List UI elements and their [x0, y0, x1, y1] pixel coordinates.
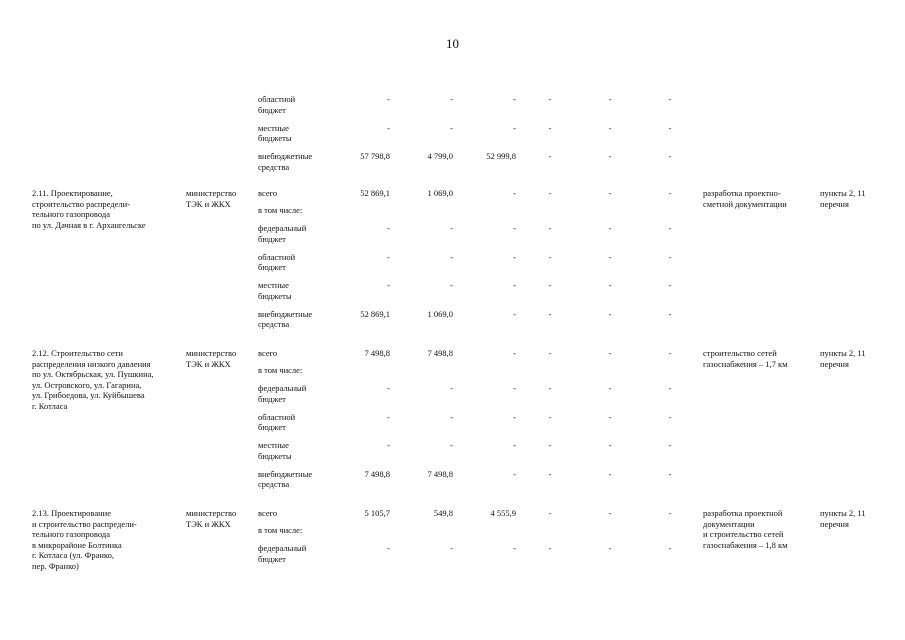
item-executor: министерство ТЭК и ЖКХ — [186, 508, 237, 529]
row-value: - — [513, 348, 516, 358]
row-label: областной бюджет — [258, 411, 296, 432]
row-value: - — [608, 122, 612, 133]
row-value: - — [450, 543, 453, 553]
row-value: - — [513, 251, 516, 262]
row-value: - — [668, 543, 672, 553]
row-value: - — [668, 188, 672, 198]
row-value: - — [513, 543, 516, 553]
row-value: 7 498,8 — [427, 468, 453, 479]
row-value: - — [608, 280, 612, 290]
row-label: федеральный бюджет — [258, 543, 307, 564]
row-value: 7 498,8 — [364, 468, 390, 479]
row-value: - — [608, 308, 612, 319]
row-value: 52 869,1 — [360, 308, 390, 319]
row-value: - — [548, 251, 552, 262]
row-value: - — [668, 440, 672, 450]
row-value: - — [450, 411, 453, 422]
row-value: - — [548, 383, 552, 393]
row-value: 57 798,8 — [360, 151, 390, 161]
row-label: областной бюджет — [258, 94, 296, 115]
row-value: - — [668, 151, 672, 161]
row-value: 7 498,8 — [364, 348, 390, 358]
row-value: - — [668, 468, 672, 479]
row-value: - — [450, 122, 453, 133]
row-label: в том числе: — [258, 364, 303, 375]
item-name: 2.13. Проектирование и строительство распредели- тельного газопровода в микрорайоне Болтинка г. Котласа (ул. Франко, пер. Франко) — [32, 508, 137, 571]
row-value: 1 069,0 — [427, 308, 453, 319]
row-label: всего — [258, 188, 278, 198]
row-value: - — [513, 383, 516, 393]
row-label: федеральный бюджет — [258, 383, 307, 404]
row-value: - — [513, 411, 516, 422]
row-value: - — [387, 122, 390, 133]
item-executor: министерство ТЭК и ЖКХ — [186, 188, 237, 209]
row-value: - — [668, 348, 672, 358]
row-value: 7 498,8 — [427, 348, 453, 358]
row-value: - — [608, 543, 612, 553]
item-basis: пункты 2, 11 перечня — [820, 188, 866, 209]
row-value: - — [548, 440, 552, 450]
row-value: - — [668, 411, 672, 422]
row-value: - — [668, 308, 672, 319]
row-value: - — [668, 122, 672, 133]
row-value: - — [548, 308, 552, 319]
row-label: внебюджетные средства — [258, 468, 313, 489]
row-value: - — [513, 94, 516, 104]
row-label: в том числе: — [258, 524, 303, 535]
row-value: - — [513, 468, 516, 479]
row-value: - — [513, 122, 516, 133]
row-value: - — [513, 188, 516, 198]
row-value: - — [668, 223, 672, 233]
row-value: - — [387, 280, 390, 290]
row-value: - — [548, 411, 552, 422]
row-value: - — [548, 280, 552, 290]
row-value: - — [387, 440, 390, 450]
row-value: - — [608, 151, 612, 161]
row-value: - — [668, 383, 672, 393]
row-label: федеральный бюджет — [258, 223, 307, 244]
row-value: - — [513, 440, 516, 450]
row-label: всего — [258, 508, 278, 518]
row-value: - — [668, 508, 672, 518]
row-value: - — [608, 383, 612, 393]
row-label: внебюджетные средства — [258, 151, 313, 172]
row-label: местные бюджеты — [258, 280, 292, 301]
row-value: - — [608, 251, 612, 262]
row-value: - — [548, 508, 552, 518]
row-value: - — [548, 151, 552, 161]
row-value: - — [608, 94, 612, 104]
item-result: строительство сетей газоснабжения – 1,7 км — [703, 348, 788, 369]
row-value: - — [608, 508, 612, 518]
row-value: 52 869,1 — [360, 188, 390, 198]
row-value: - — [450, 383, 453, 393]
row-value: - — [450, 94, 453, 104]
row-value: - — [668, 280, 672, 290]
row-value: - — [548, 543, 552, 553]
row-value: - — [387, 543, 390, 553]
row-value: - — [513, 223, 516, 233]
row-value: - — [608, 188, 612, 198]
page-number: 10 — [446, 36, 459, 51]
row-value: - — [387, 94, 390, 104]
row-value: - — [548, 348, 552, 358]
row-value: - — [608, 440, 612, 450]
item-result: разработка проектно- сметной документации — [703, 188, 787, 209]
row-value: - — [668, 251, 672, 262]
item-basis: пункты 2, 11 перечня — [820, 508, 866, 529]
row-label: областной бюджет — [258, 251, 296, 272]
row-value: - — [548, 122, 552, 133]
item-name: 2.12. Строительство сети распределения низкого давления по ул. Октябрьская, ул. Пушкина, ул. Островского, ул. Гагарина, ул. Грибоедова, ул. Куйбышева г. Котласа — [32, 348, 154, 411]
row-value: - — [548, 223, 552, 233]
row-value: - — [608, 468, 612, 479]
row-value: - — [548, 94, 552, 104]
row-value: - — [548, 188, 552, 198]
item-basis: пункты 2, 11 перечня — [820, 348, 866, 369]
row-label: местные бюджеты — [258, 122, 292, 143]
row-value: - — [387, 251, 390, 262]
row-value: - — [608, 223, 612, 233]
row-value: - — [450, 280, 453, 290]
row-value: 5 105,7 — [364, 508, 390, 518]
row-value: 4 799,0 — [427, 151, 453, 161]
item-name: 2.11. Проектирование, строительство распредели- тельного газопровода по ул. Дачная в г. Архангельске — [32, 188, 146, 230]
row-value: - — [450, 440, 453, 450]
row-value: - — [450, 223, 453, 233]
row-value: - — [387, 411, 390, 422]
row-value: - — [387, 223, 390, 233]
item-executor: министерство ТЭК и ЖКХ — [186, 348, 237, 369]
row-value: - — [608, 411, 612, 422]
row-value: 1 069,0 — [427, 188, 453, 198]
row-value: 549,8 — [433, 508, 453, 518]
row-label: в том числе: — [258, 204, 303, 215]
row-value: - — [450, 251, 453, 262]
row-value: - — [387, 383, 390, 393]
row-value: - — [668, 94, 672, 104]
row-value: - — [608, 348, 612, 358]
row-value: 52 999,8 — [486, 151, 516, 161]
item-result: разработка проектной документации и строительство сетей газоснабжения – 1,8 км — [703, 508, 788, 550]
row-value: 4 555,9 — [490, 508, 516, 518]
row-value: - — [513, 308, 516, 319]
row-value: - — [513, 280, 516, 290]
row-label: местные бюджеты — [258, 440, 292, 461]
row-label: всего — [258, 348, 278, 358]
row-value: - — [548, 468, 552, 479]
row-label: внебюджетные средства — [258, 308, 313, 329]
